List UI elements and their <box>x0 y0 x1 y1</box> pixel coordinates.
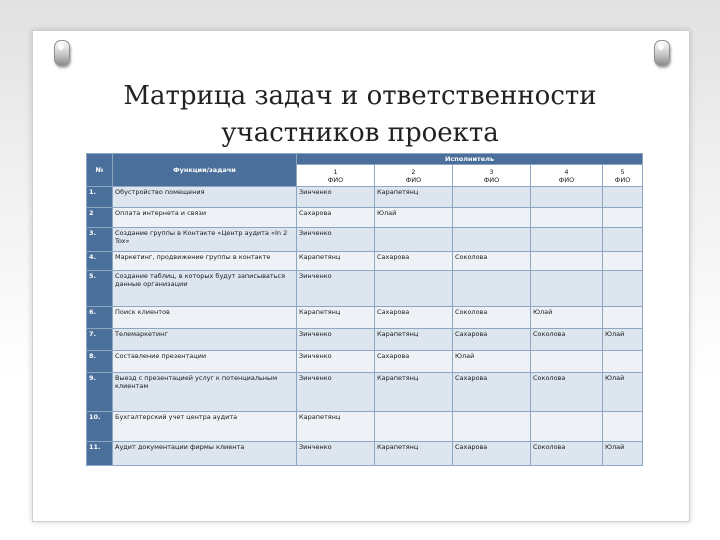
row-executor <box>453 187 531 208</box>
executor-number: 4 <box>564 167 569 176</box>
row-executor <box>453 412 531 442</box>
executor-number: 2 <box>411 167 416 176</box>
row-executor: Юлай <box>375 208 453 228</box>
table-row <box>87 412 643 442</box>
row-number: 9. <box>87 373 113 412</box>
row-executor <box>375 412 453 442</box>
row-task: Создание таблиц, в которых будут записываться данные организации <box>113 271 297 307</box>
row-executor <box>531 208 603 228</box>
row-number: 10. <box>87 412 113 442</box>
executor-col-4 <box>531 165 603 187</box>
row-number: 7. <box>87 329 113 351</box>
row-executor: Карапетянц <box>375 329 453 351</box>
executor-number: 5 <box>620 167 625 176</box>
executor-number: 3 <box>489 167 494 176</box>
row-executor <box>531 271 603 307</box>
row-executor: Соколова <box>531 373 603 412</box>
row-executor <box>531 252 603 271</box>
row-number: 1. <box>87 187 113 208</box>
row-task: Оплата интернета и связи <box>113 208 297 228</box>
row-executor <box>603 252 643 271</box>
executor-label: ФИО <box>614 175 631 184</box>
row-executor: Соколова <box>531 442 603 466</box>
row-executor <box>603 271 643 307</box>
row-task: Бухгалтерский учет центра аудита <box>113 412 297 442</box>
row-executor: Карапетянц <box>297 252 375 271</box>
row-executor <box>375 271 453 307</box>
table-row <box>87 271 643 307</box>
row-task: Выезд с презентацией услуг к потенциальным клиентам <box>113 373 297 412</box>
row-number: 5. <box>87 271 113 307</box>
row-executor: Соколова <box>453 307 531 329</box>
header-executor: Исполнитель <box>297 154 643 165</box>
row-executor <box>603 187 643 208</box>
executor-number: 1 <box>333 167 338 176</box>
row-executor: Зинченко <box>297 373 375 412</box>
row-executor <box>603 208 643 228</box>
row-executor: Карапетянц <box>375 442 453 466</box>
row-executor <box>531 351 603 373</box>
row-executor: Соколова <box>531 329 603 351</box>
header-num: № <box>87 154 113 187</box>
row-executor: Юлай <box>531 307 603 329</box>
row-executor: Сахарова <box>297 208 375 228</box>
row-executor: Карапетянц <box>375 373 453 412</box>
table-row <box>87 351 643 373</box>
row-executor <box>603 351 643 373</box>
executor-label: ФИО <box>483 175 500 184</box>
row-task: Поиск клиентов <box>113 307 297 329</box>
row-number: 11. <box>87 442 113 466</box>
row-executor: Зинченко <box>297 228 375 252</box>
row-executor: Зинченко <box>297 329 375 351</box>
row-executor: Зинченко <box>297 271 375 307</box>
responsibility-matrix-table <box>86 153 643 466</box>
table-row <box>87 187 643 208</box>
pushpin-icon <box>54 40 70 66</box>
row-executor: Зинченко <box>297 351 375 373</box>
row-task: Телемаркетинг <box>113 329 297 351</box>
table-row <box>87 208 643 228</box>
header-task: Функции/задачи <box>113 154 297 187</box>
row-number: 6. <box>87 307 113 329</box>
executor-label: ФИО <box>405 175 422 184</box>
row-executor: Сахарова <box>453 329 531 351</box>
row-number: 4. <box>87 252 113 271</box>
row-executor <box>603 307 643 329</box>
row-executor: Сахарова <box>375 307 453 329</box>
executor-col-2 <box>375 165 453 187</box>
row-executor <box>453 228 531 252</box>
executor-col-5 <box>603 165 643 187</box>
table-row <box>87 442 643 466</box>
row-executor: Сахарова <box>453 442 531 466</box>
row-number: 8. <box>87 351 113 373</box>
row-executor: Карапетянц <box>297 412 375 442</box>
row-executor: Юлай <box>603 329 643 351</box>
row-number: 3. <box>87 228 113 252</box>
row-executor: Юлай <box>603 442 643 466</box>
table-row <box>87 228 643 252</box>
row-executor: Сахарова <box>375 351 453 373</box>
row-task: Составление презентации <box>113 351 297 373</box>
row-executor <box>375 228 453 252</box>
row-executor <box>453 271 531 307</box>
row-executor: Соколова <box>453 252 531 271</box>
row-task: Маркетинг, продвижение группы в контакте <box>113 252 297 271</box>
row-executor: Карапетянц <box>297 307 375 329</box>
row-executor <box>453 208 531 228</box>
row-executor <box>531 228 603 252</box>
row-executor: Сахарова <box>375 252 453 271</box>
row-executor: Карапетянц <box>375 187 453 208</box>
row-executor: Сахарова <box>453 373 531 412</box>
row-task: Обустройство помещения <box>113 187 297 208</box>
title-line-2: участников проекта <box>221 118 499 148</box>
row-executor <box>603 228 643 252</box>
row-executor: Зинченко <box>297 187 375 208</box>
table-row <box>87 373 643 412</box>
table-row <box>87 329 643 351</box>
table-row <box>87 307 643 329</box>
executor-col-3 <box>453 165 531 187</box>
row-number: 2 <box>87 208 113 228</box>
executor-label: ФИО <box>558 175 575 184</box>
row-executor: Зинченко <box>297 442 375 466</box>
executor-col-1 <box>297 165 375 187</box>
row-executor <box>531 187 603 208</box>
table-row <box>87 252 643 271</box>
executor-label: ФИО <box>327 175 344 184</box>
row-task: Создание группы в Контакте «Центр аудита «In 2 Tox» <box>113 228 297 252</box>
row-executor <box>531 412 603 442</box>
title-line-1: Матрица задач и ответственности <box>123 81 597 111</box>
row-task: Аудит документации фирмы клиента <box>113 442 297 466</box>
pushpin-icon <box>654 40 670 66</box>
row-executor: Юлай <box>603 373 643 412</box>
slide-title <box>40 78 680 152</box>
row-executor <box>603 412 643 442</box>
row-executor: Юлай <box>453 351 531 373</box>
